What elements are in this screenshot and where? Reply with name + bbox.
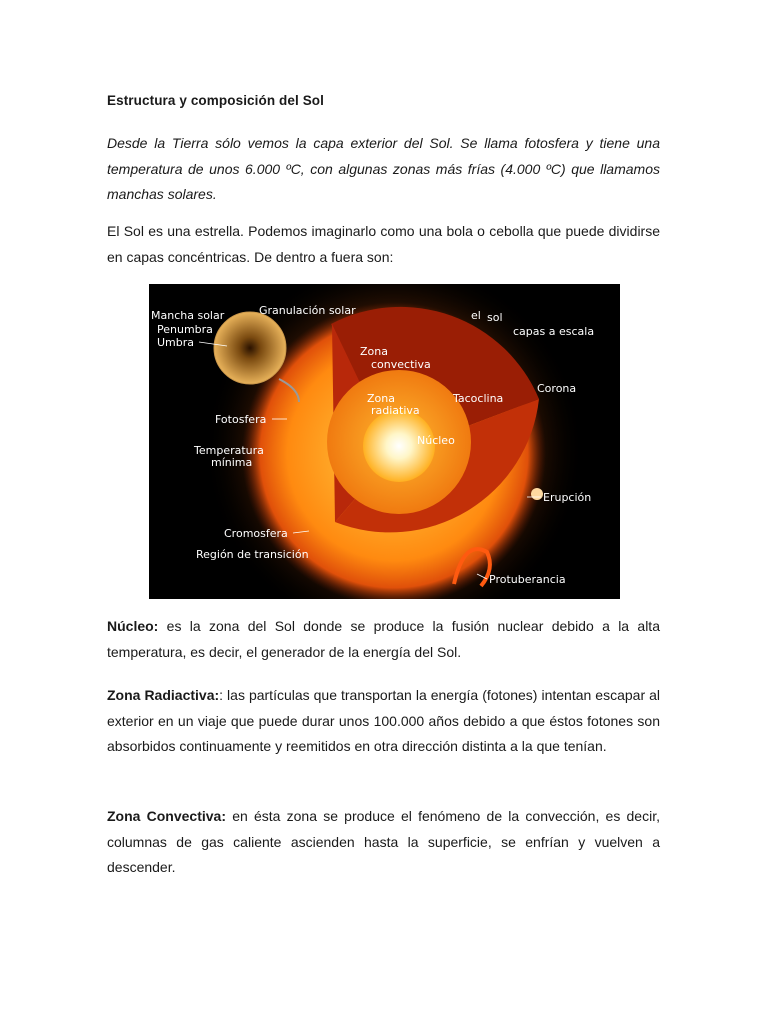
figure-title-sol: sol [487,311,503,324]
sun-structure-figure [149,284,620,599]
label-granulacion: Granulación solar [259,304,356,317]
intro-paragraph: Desde la Tierra sólo vemos la capa exterior del Sol. Se llama fotosfera y tiene una temperatura de unos 6.000 ºC, con algunas zonas más frías (4.000 ºC) que llamamos manchas solares. [107,135,660,202]
label-umbra: Umbra [157,336,195,349]
label-zona-convectiva-1: Zona [360,345,388,358]
sun-diagram [149,284,620,599]
nucleo-term: Núcleo: [107,618,159,634]
nucleo-paragraph [107,614,660,665]
convectiva-text: en ésta zona se produce el fenómeno de la convección, es decir, columnas de gas caliente ascienden hasta la superficie, se enfrían y vuelven a descender. [107,808,660,875]
eruption-flare [531,488,543,500]
convectiva-term: Zona Convectiva: [107,808,226,824]
label-corona: Corona [537,382,577,395]
label-fotosfera: Fotosfera [215,413,267,426]
label-minima: mínima [211,456,253,469]
radiactiva-text: : las partículas que transportan la energía (fotones) intentan escapar al exterior en un viaje que puede durar unos 100.000 años debido a que éstos fotones son absorbidos continuamente y reemitidos en otra dirección distinta a la que tenían. [107,687,661,754]
label-zona-radiativa-2: radiativa [371,404,420,417]
label-cromosfera: Cromosfera [224,527,288,540]
sunspot-inset [214,312,286,384]
radiactiva-term: Zona Radiactiva: [107,687,220,703]
figure-subtitle: capas a escala [513,325,595,338]
label-zona-radiativa-1: Zona [367,392,395,405]
page-title: Estructura y composición del Sol [107,93,324,108]
label-zona-convectiva-2: convectiva [371,358,431,371]
label-temperatura: Temperatura [194,444,264,457]
figure-title-el: el [471,309,481,322]
nucleo-text: es la zona del Sol donde se produce la fusión nuclear debido a la alta temperatura, es decir, el generador de la energía del Sol. [107,618,660,660]
label-penumbra: Penumbra [157,323,213,336]
label-protuberancia: Protuberancia [489,573,566,586]
label-nucleo: Núcleo [417,434,455,447]
label-region-transicion: Región de transición [196,548,309,561]
layers-intro-paragraph: El Sol es una estrella. Podemos imaginarlo como una bola o cebolla que puede dividirse en capas concéntricas. De dentro a fuera son: [107,223,660,265]
label-mancha-solar: Mancha solar [151,309,225,322]
label-tacoclina: Tacoclina [453,392,504,405]
radiactiva-paragraph [107,683,660,760]
convectiva-paragraph [107,804,660,881]
label-erupcion: Erupción [543,491,592,504]
